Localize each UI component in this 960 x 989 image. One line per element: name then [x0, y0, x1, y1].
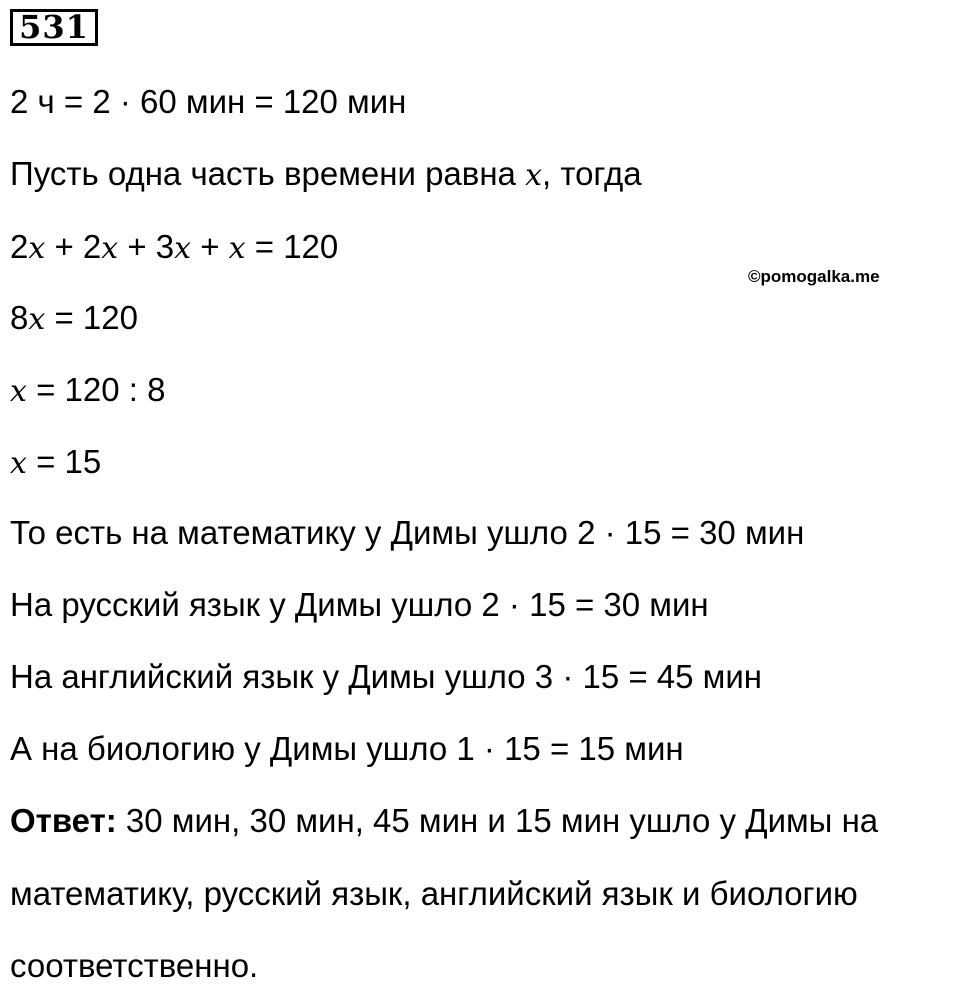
answer-line-3: соответственно. — [10, 947, 259, 984]
let-variable-line — [10, 154, 642, 196]
equation-part: + 2 — [45, 228, 102, 265]
solution-line — [10, 442, 101, 484]
let-text: Пусть одна часть времени равна — [10, 155, 526, 192]
equation-line — [10, 227, 338, 269]
answer-text: 30 мин, 30 мин, 45 мин и 15 мин ушло у Димы на — [116, 802, 879, 839]
english-time-line: На английский язык у Димы ушло 3 · 15 = 45 мин — [10, 658, 763, 695]
equation-part: 2 — [10, 228, 29, 265]
simplified-equation-line — [10, 298, 138, 340]
math-time-line: То есть на математику у Димы ушло 2 · 15 = 30 мин — [10, 514, 805, 551]
variable-x: x — [101, 231, 119, 266]
answer-line-1 — [10, 801, 878, 841]
time-conversion-line: 2 ч = 2 · 60 мин = 120 мин — [10, 83, 407, 120]
equation-rest: = 120 — [45, 299, 138, 336]
equation-part: + — [191, 228, 229, 265]
equation-part: + 3 — [118, 228, 175, 265]
variable-x: x — [10, 374, 27, 409]
variable-x: x — [28, 231, 46, 266]
variable-x: x — [10, 446, 27, 481]
variable-x: x — [525, 158, 542, 193]
russian-time-line: На русский язык у Димы ушло 2 · 15 = 30 мин — [10, 586, 709, 623]
equation-rest: = 15 — [26, 443, 102, 480]
equation-rest: = 120 : 8 — [26, 371, 166, 408]
coefficient: 8 — [10, 299, 29, 336]
answer-label: Ответ: — [10, 802, 117, 839]
biology-time-line: А на биологию у Димы ушло 1 · 15 = 15 мин — [10, 730, 684, 767]
answer-line-2: математику, русский язык, английский язык и биологию — [10, 875, 858, 912]
variable-x: x — [28, 302, 46, 337]
watermark: ©pomogalka.me — [748, 267, 880, 286]
variable-x: x — [174, 231, 192, 266]
problem-number: 531 — [10, 9, 98, 46]
let-text-end: , тогда — [541, 155, 642, 192]
division-line — [10, 370, 165, 412]
variable-x: x — [228, 231, 246, 266]
equation-part: = 120 — [245, 228, 339, 265]
